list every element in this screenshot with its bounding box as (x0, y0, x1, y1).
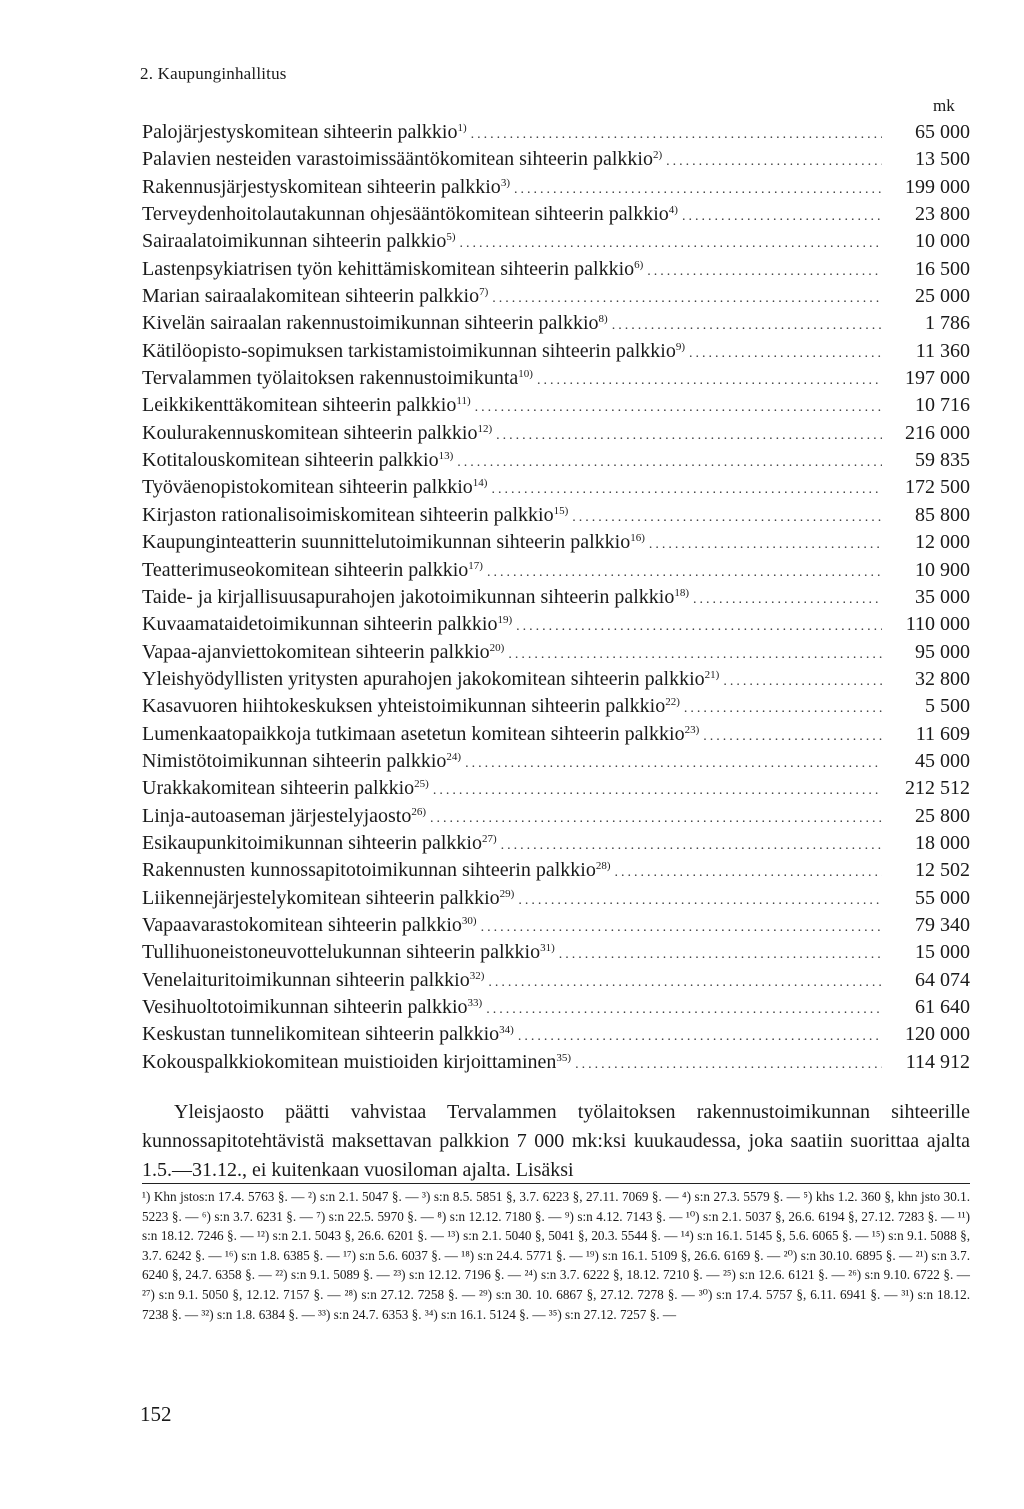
fee-label (142, 775, 429, 802)
footnote-ref-number: 26 (411, 805, 423, 818)
fee-label-text: Tullihuoneistoneuvottelukunnan sihteerin palkkio (142, 941, 541, 964)
footnote-ref-number: 18 (674, 586, 686, 599)
dot-leader (723, 668, 882, 695)
footnote-ref: 30) (461, 914, 477, 927)
fee-label (142, 939, 555, 966)
fee-row (142, 146, 970, 173)
dot-leader (496, 422, 882, 449)
fee-label-text: Kivelän sairaalan rakennustoimikunnan sihteerin palkkio (142, 312, 599, 335)
footnote-ref: 28) (595, 860, 611, 873)
fee-label (142, 228, 456, 255)
footnote-ref: 5) (446, 231, 456, 244)
fee-amount: 114 912 (905, 1050, 970, 1073)
fee-label (142, 474, 487, 501)
fee-amount: 216 000 (905, 421, 970, 444)
footnote-ref: 23) (684, 723, 700, 736)
fee-row (142, 912, 970, 939)
fee-label-text: Lumenkaatopaikkoja tutkimaan asetetun komitean sihteerin palkkio (142, 722, 685, 745)
fee-amount: 85 800 (915, 503, 970, 526)
fee-amount: 11 609 (915, 722, 970, 745)
fee-row (142, 365, 970, 392)
footnote-ref-number: 12 (477, 422, 489, 435)
footnote-ref-number: 25 (414, 778, 426, 791)
fee-row (142, 885, 970, 912)
fee-label-text: Linja-autoaseman järjestelyjaosto (142, 804, 412, 827)
fee-label-text: Sairaalatoimikunnan sihteerin palkkio (142, 230, 447, 253)
fee-amount: 61 640 (915, 996, 970, 1018)
fee-row (142, 693, 970, 720)
fee-amount: 95 000 (915, 640, 970, 663)
fee-label (142, 639, 504, 666)
footnote-ref: 17) (468, 559, 483, 572)
fee-amount: 16 500 (915, 257, 970, 280)
dot-leader (430, 805, 882, 832)
fee-row (142, 721, 970, 748)
dot-leader (666, 148, 882, 175)
fee-amount: 11 360 (915, 339, 970, 362)
dot-leader (575, 1051, 882, 1078)
fee-label (142, 310, 608, 337)
footnote-ref: 24) (446, 750, 462, 763)
footnote-ref-number: 5 (446, 231, 452, 244)
fee-label-text: Keskustan tunnelikomitean sihteerin palkkio (142, 1023, 500, 1046)
footnote-ref-number: 11 (456, 395, 467, 408)
fee-label-text: Kirjaston rationalisoimiskomitean sihteerin palkkio (142, 503, 554, 526)
fee-label-text: Taide- ja kirjallisuusapurahojen jakotoimikunnan sihteerin palkkio (142, 585, 675, 608)
fee-row (142, 666, 970, 693)
fee-label (142, 748, 461, 775)
fee-label-text: Koulurakennuskomitean sihteerin palkkio (142, 421, 478, 444)
fee-label-text: Vesihuoltotoimikunnan sihteerin palkkio (142, 996, 468, 1018)
dot-leader (518, 1023, 882, 1050)
fee-row (142, 310, 970, 337)
dot-leader (516, 613, 882, 640)
fee-label (142, 256, 643, 283)
fee-label-text: Marian sairaalakomitean sihteerin palkkio (142, 285, 480, 308)
dot-leader (491, 476, 882, 503)
fee-label (142, 857, 611, 884)
footnote-ref: 8) (598, 313, 608, 326)
fee-label-text: Kokouspalkkiokomitean muistioiden kirjoittaminen (142, 1050, 557, 1073)
fee-label-text: Urakkakomitean sihteerin palkkio (142, 777, 415, 800)
fee-amount: 55 000 (915, 886, 970, 909)
footnote-ref: 14) (472, 477, 488, 490)
dot-leader (471, 121, 882, 148)
footnote-ref-number: 27 (481, 832, 493, 845)
fee-row (142, 338, 970, 365)
fee-label (142, 830, 497, 857)
dot-leader (649, 531, 882, 558)
dot-leader (488, 969, 882, 996)
fee-row (142, 283, 970, 310)
dot-leader (682, 203, 882, 230)
fee-row (142, 803, 970, 830)
footnote-ref: 29) (499, 887, 515, 900)
footnote-ref-number: 2 (652, 149, 659, 162)
fee-label-text: Kasavuoren hiihtokeskuksen yhteistoimikunnan sihteerin palkkio (142, 695, 666, 718)
fee-label-text: Rakennusten kunnossapitotoimikunnan sihteerin palkkio (142, 859, 596, 882)
fee-row (142, 119, 970, 146)
footnote-ref: 13) (438, 450, 454, 463)
fee-row (142, 420, 970, 447)
dot-leader (492, 285, 882, 312)
fee-label (142, 994, 482, 1021)
footnote-ref-number: 4 (668, 204, 675, 217)
fee-amount: 79 340 (915, 913, 970, 936)
fee-amount: 172 500 (905, 476, 970, 499)
footnote-ref: 33) (467, 997, 483, 1009)
fee-row (142, 502, 970, 529)
footnote-ref: 9) (675, 340, 685, 353)
footnote-ref: 2) (652, 149, 663, 162)
fee-amount: 197 000 (905, 367, 970, 390)
footnote-ref-number: 17 (468, 559, 480, 572)
fee-amount: 199 000 (905, 175, 970, 198)
footnote-ref: 25) (414, 778, 429, 791)
fee-label (142, 392, 471, 419)
fee-row (142, 474, 970, 501)
fee-label (142, 201, 678, 228)
fee-row (142, 174, 970, 201)
footnote-ref: 34) (499, 1024, 514, 1037)
fee-row (142, 939, 970, 966)
dot-leader (457, 449, 882, 476)
fee-row (142, 967, 970, 994)
fee-amount: 10 000 (915, 230, 970, 253)
fee-row (142, 557, 970, 584)
dot-leader (501, 832, 882, 859)
footnote-ref: 10) (518, 368, 533, 381)
fee-label (142, 1021, 514, 1048)
footnote-ref-number: 22 (665, 696, 677, 709)
footnote-ref: 11) (456, 395, 471, 408)
fee-amount: 110 000 (905, 613, 970, 636)
fee-label-text: Palojärjestyskomitean sihteerin palkkio (142, 121, 458, 143)
fee-amount: 212 512 (905, 777, 970, 800)
fee-amount: 25 800 (915, 804, 970, 827)
fee-label-text: Venelaituritoimikunnan sihteerin palkkio (142, 968, 470, 991)
footnote-ref: 3) (500, 176, 510, 189)
dot-leader (703, 723, 882, 750)
fee-amount: 13 500 (915, 148, 970, 171)
fee-amount: 59 835 (915, 449, 970, 472)
dot-leader (465, 750, 882, 777)
body-paragraph: Yleisjaosto päätti vahvistaa Tervalammen työlaitoksen rakennustoimikunnan sihteerille kunnossapitotehtävistä maksettavan palkkion 7 000 mk:ksi kuukaudessa, joka saatiin suorittaa ajalta 1.5.—31.12., ei kuitenkaan vuosiloman ajalta. Lisäksi (142, 1101, 970, 1181)
page-number: 152 (140, 1402, 172, 1426)
footnote-ref: 20) (489, 641, 505, 654)
fee-label (142, 803, 426, 830)
dot-leader (537, 367, 882, 394)
footnote-ref-number: 24 (446, 750, 458, 763)
fee-label (142, 693, 680, 720)
footnote-ref: 21) (704, 668, 720, 681)
dot-leader (487, 559, 882, 586)
footnote-ref-number: 30 (461, 914, 473, 927)
dot-leader (518, 887, 882, 914)
fee-amount: 18 000 (915, 831, 970, 854)
fee-label-text: Esikaupunkitoimikunnan sihteerin palkkio (142, 831, 482, 854)
fee-label (142, 611, 512, 638)
fee-label (142, 885, 514, 912)
fee-amount: 12 000 (915, 531, 970, 554)
fee-label-text: Kuvaamataidetoimikunnan sihteerin palkkio (142, 613, 498, 636)
fee-row (142, 775, 970, 802)
fee-row (142, 748, 970, 775)
dot-leader (615, 859, 883, 886)
fee-row (142, 256, 970, 283)
footnote-ref: 15) (553, 504, 569, 517)
footnote-ref: 7) (479, 286, 489, 299)
fee-amount: 10 716 (915, 394, 970, 417)
fee-label-text: Kätilöopisto-sopimuksen tarkistamistoimikunnan sihteerin palkkio (142, 339, 676, 362)
fee-label-text: Lastenpsykiatrisen työn kehittämiskomitean sihteerin palkkio (142, 257, 635, 280)
fee-row (142, 228, 970, 255)
fee-row (142, 584, 970, 611)
footnote-ref-number: 1 (457, 122, 463, 134)
fee-label (142, 365, 533, 392)
fee-amount: 10 900 (915, 558, 970, 581)
fee-row (142, 994, 970, 1021)
footnote-rule (142, 1183, 970, 1184)
fee-row (142, 447, 970, 474)
fee-label (142, 1049, 571, 1076)
fee-label (142, 666, 719, 693)
fee-label-text: Rakennusjärjestyskomitean sihteerin palkkio (142, 175, 501, 198)
footnote-ref: 19) (497, 614, 513, 627)
dot-leader (508, 641, 882, 668)
fee-label (142, 584, 689, 611)
footnote-ref-number: 21 (704, 668, 716, 681)
fee-label-text: Liikennejärjestelykomitean sihteerin palkkio (142, 886, 500, 909)
fee-row (142, 201, 970, 228)
fee-label-text: Palavien nesteiden varastoimissääntökomitean sihteerin palkkio (142, 148, 653, 171)
footnote-ref-number: 16 (630, 532, 642, 545)
dot-leader (486, 996, 882, 1023)
fee-label (142, 119, 467, 146)
fee-label-text: Nimistötoimikunnan sihteerin palkkio (142, 749, 447, 772)
fee-row (142, 857, 970, 884)
footnote-ref-number: 20 (489, 641, 501, 654)
footnote-ref-number: 32 (469, 969, 481, 982)
dot-leader (481, 914, 882, 941)
footnote-ref: 1) (457, 122, 467, 134)
fee-label (142, 420, 492, 447)
fee-amount: 1 786 (925, 312, 970, 335)
footnotes: ¹) Khn jstos:n 17.4. 5763 §. — ²) s:n 2.1. 5047 §. — ³) s:n 8.5. 5851 §, 3.7. 6223 §, 27.11. 7069 §. — ⁴) s:n 27.3. 5579 §. — ⁵) khs 1.2. 360 §, khn jsto 30.1. 5223 §. — ⁶) s:n 3.7. 6231 §. — ⁷) s:n 22.5. 5970 §. — ⁸) s:n 12.12. 7180 §. — ⁹) s:n 4.12. 7143 §. — ¹⁰) s:n 2.1. 5037 §, 26.6. 6194 §, 27.12. 7283 §. — ¹¹) s:n 18.12. 7246 §. — ¹²) s:n 2.1. 5043 §, 26.6. 6201 §. — ¹³) s:n 2.1. 5040 §, 5041 §, 20.3. 5544 §. — ¹⁴) s:n 16.1. 5145 §, 5.6. 6065 §. — ¹⁵) s:n 9.1. 5088 §, 3.7. 6242 §. — ¹⁶) s:n 1.8. 6385 §. — ¹⁷) s:n 5.6. 6037 §. — ¹⁸) s:n 24.4. 5771 §. — ¹⁹) s:n 16.1. 5109 §, 26.6. 6169 §. — ²⁰) s:n 30.10. 6895 §. — ²¹) s:n 3.7. 6240 §, 24.7. 6358 §. — ²²) s:n 9.1. 5089 §. — ²³) s:n 12.12. 7196 §. — ²⁴) s:n 3.7. 6222 §, 18.12. 7210 §. — ²⁵) s:n 12.6. 6121 §. — ²⁶) s:n 9.10. 6722 §. — ²⁷) s:n 9.1. 5050 §, 12.12. 7157 §. — ²⁸) s:n 27.12. 7258 §. — ²⁹) s:n 30. 10. 6867 §, 27.12. 7278 §. — ³⁰) s:n 17.4. 5757 §, 6.11. 6941 §. — ³¹) s:n 18.12. 7238 §. — ³²) s:n 1.8. 6384 §. — ³³) s:n 24.7. 6353 §. ³⁴) s:n 16.1. 5124 §. — ³⁵) s:n 27.12. 7257 §. — (142, 1189, 970, 1322)
footnote-ref-number: 19 (497, 614, 509, 627)
footnote-ref-number: 31 (540, 942, 552, 955)
footnote-ref-number: 13 (438, 450, 450, 463)
fee-label (142, 283, 488, 310)
fee-amount: 12 502 (915, 859, 970, 882)
fee-amount: 25 000 (915, 285, 970, 308)
footnote-ref: 22) (665, 696, 680, 709)
fee-label (142, 338, 685, 365)
fee-label-text: Leikkikenttäkomitean sihteerin palkkio (142, 394, 457, 417)
footnote-ref-number: 9 (675, 340, 682, 353)
fee-row (142, 639, 970, 666)
fee-label-text: Vapaavarastokomitean sihteerin palkkio (142, 913, 462, 936)
fee-row (142, 1021, 970, 1048)
footnote-ref: 27) (481, 832, 497, 845)
fee-amount: 32 800 (915, 667, 970, 690)
footnote-ref-number: 33 (467, 997, 479, 1009)
currency-unit-label: mk (933, 96, 955, 115)
fee-label (142, 146, 662, 173)
fee-label-text: Terveydenhoitolautakunnan ohjesääntökomitean sihteerin palkkio (142, 203, 669, 226)
fee-row (142, 529, 970, 556)
fee-row (142, 392, 970, 419)
fee-label (142, 502, 568, 529)
fee-amount: 5 500 (925, 695, 970, 718)
footnote-ref-number: 8 (598, 313, 605, 326)
footnote-ref: 31) (540, 942, 555, 955)
fee-amount: 45 000 (915, 749, 970, 772)
fee-label-text: Teatterimuseokomitean sihteerin palkkio (142, 558, 469, 581)
fee-amount: 65 000 (915, 121, 970, 143)
footnote-ref: 16) (630, 532, 645, 545)
fee-label-text: Vapaa-ajanviettokomitean sihteerin palkkio (142, 640, 490, 663)
dot-leader (647, 258, 882, 285)
fee-label (142, 529, 645, 556)
fee-row (142, 1049, 970, 1076)
running-header: 2. Kaupunginhallitus (140, 64, 287, 83)
fee-list (142, 119, 970, 1076)
dot-leader (514, 176, 882, 203)
footnote-ref: 4) (668, 204, 678, 217)
footnote-ref-number: 3 (500, 176, 507, 189)
fee-row (142, 611, 970, 638)
footnote-ref-number: 14 (472, 477, 484, 490)
footnote-ref: 32) (469, 969, 485, 982)
dot-leader (689, 340, 882, 367)
footnote-ref-number: 6 (634, 258, 640, 271)
footnote-ref: 26) (411, 805, 427, 818)
footnote-ref: 6) (634, 258, 644, 271)
dot-leader (460, 230, 882, 257)
fee-label-text: Työväenopistokomitean sihteerin palkkio (142, 476, 473, 499)
footnote-ref-number: 34 (499, 1024, 511, 1037)
fee-row (142, 830, 970, 857)
fee-amount: 120 000 (905, 1023, 970, 1046)
fee-label (142, 912, 477, 939)
fee-amount: 35 000 (915, 585, 970, 608)
dot-leader (559, 941, 882, 968)
footnote-ref: 18) (674, 586, 690, 599)
dot-leader (572, 504, 882, 531)
fee-amount: 23 800 (915, 203, 970, 226)
fee-amount: 64 074 (915, 968, 970, 991)
dot-leader (475, 394, 882, 421)
footnote-ref-number: 15 (553, 504, 565, 517)
dot-leader (684, 695, 882, 722)
fee-amount: 15 000 (915, 941, 970, 964)
footnote-ref-number: 10 (518, 368, 530, 381)
fee-label-text: Kaupunginteatterin suunnittelutoimikunnan sihteerin palkkio (142, 531, 631, 554)
dot-leader (693, 586, 882, 613)
footnote-ref-number: 35 (556, 1051, 568, 1064)
dot-leader (433, 777, 882, 804)
footnote-ref: 12) (477, 422, 493, 435)
fee-label (142, 557, 483, 584)
footnote-ref-number: 23 (684, 723, 696, 736)
footnote-ref: 35) (556, 1051, 572, 1064)
fee-label-text: Kotitalouskomitean sihteerin palkkio (142, 449, 439, 472)
fee-label (142, 174, 510, 201)
fee-label-text: Tervalammen työlaitoksen rakennustoimikunta (142, 367, 519, 390)
footnote-ref-number: 29 (499, 887, 511, 900)
footnote-ref-number: 7 (479, 286, 485, 299)
fee-label (142, 721, 699, 748)
fee-label-text: Yleishyödyllisten yritysten apurahojen jakokomitean sihteerin palkkio (142, 667, 705, 690)
fee-label (142, 967, 484, 994)
fee-label (142, 447, 453, 474)
footnote-ref-number: 28 (595, 860, 607, 873)
dot-leader (612, 312, 882, 339)
